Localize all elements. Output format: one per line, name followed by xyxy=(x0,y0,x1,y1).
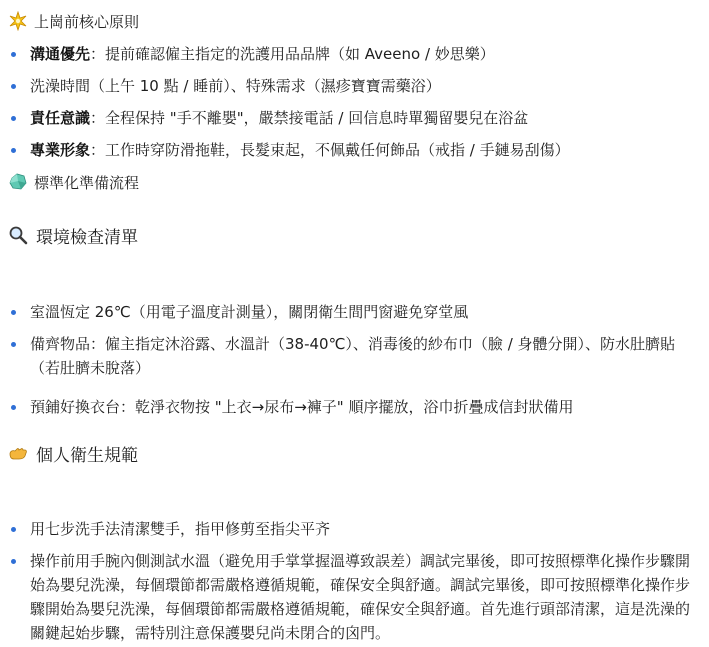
list-item xyxy=(0,395,700,427)
list-item xyxy=(0,74,700,106)
bullet-dot xyxy=(11,116,16,121)
core-section-title: 上崗前核心原則 xyxy=(34,13,140,31)
core-principles-list xyxy=(0,42,700,170)
core-section-heading xyxy=(8,10,139,34)
list-item xyxy=(0,549,700,645)
item-text: 用七步洗手法清潔雙手，指甲修剪至指尖平齐 xyxy=(30,520,331,538)
bullet-dot xyxy=(11,148,16,153)
item-text: 工作時穿防滑拖鞋，長髮束起，不佩戴任何飾品（戒指 / 手鏈易刮傷） xyxy=(105,141,570,159)
list-item xyxy=(0,300,700,332)
item-label: 專業形象 xyxy=(30,141,91,159)
bullet-dot xyxy=(11,84,16,89)
crystal-gem-icon xyxy=(8,172,28,192)
item-text: 提前確認僱主指定的洗護用品品牌（如 Aveeno / 妙思樂） xyxy=(105,45,495,63)
item-text: 預鋪好換衣台：乾淨衣物按 "上衣→尿布→褲子" 順序擺放，浴巾折疊成信封狀備用 xyxy=(30,398,574,416)
bullet-dot xyxy=(11,310,16,315)
hygiene-list xyxy=(0,517,700,645)
sparkle-star-icon xyxy=(8,11,28,31)
item-label: 溝通優先 xyxy=(30,45,91,63)
env-section-title: 環境檢查清單 xyxy=(36,228,138,248)
list-item xyxy=(0,332,700,388)
env-checklist xyxy=(0,300,700,427)
item-text: 室溫恆定 26℃（用電子溫度計測量），關閉衛生間門窗避免穿堂風 xyxy=(30,303,469,321)
item-text: 洗澡時間（上午 10 點 / 睡前）、特殊需求（濕疹寶寶需藥浴） xyxy=(30,77,441,95)
hygiene-section-heading xyxy=(8,443,138,469)
list-item xyxy=(0,517,700,549)
list-item xyxy=(0,106,700,138)
flow-title: 標準化準備流程 xyxy=(34,174,140,192)
list-item xyxy=(0,42,700,74)
item-text: 全程保持 "手不離嬰"，嚴禁接電話 / 回信息時單獨留嬰兒在浴盆 xyxy=(105,109,529,127)
bullet-dot xyxy=(11,559,16,564)
item-label: 責任意識 xyxy=(30,109,91,127)
item-text: 操作前用手腕內側測試水溫（避免用手掌掌握溫導致誤差）調試完畢後，即可按照標準化操作步驟開始為嬰兒洗澡，每個環節都需嚴格遵循規範，確保安全與舒適。調試完畢後，即可按照標準化操作步驟開始為嬰兒洗澡，每個環節都需嚴格遵循規範，確保安全與舒適。首先進行頭部清潔，這是洗澡的關鍵起始步驟，需特別注意保護嬰兒尚未閉合的囟門。 xyxy=(30,552,691,642)
bullet-dot xyxy=(11,52,16,57)
bullet-dot xyxy=(11,527,16,532)
item-text: 備齊物品：僱主指定沐浴露、水溫計（38-40℃）、消毒後的紗布巾（臉 / 身體分開）、防水肚臍貼（若肚臍未脫落） xyxy=(30,335,676,377)
magnifier-icon xyxy=(8,225,30,247)
bullet-dot xyxy=(11,342,16,347)
item-separator: ： xyxy=(90,109,106,127)
flow-heading xyxy=(8,171,139,195)
item-separator: ： xyxy=(90,141,106,159)
env-section-heading xyxy=(8,225,138,251)
bullet-dot xyxy=(11,405,16,410)
hand-icon xyxy=(8,443,30,465)
item-separator: ： xyxy=(90,45,106,63)
list-item xyxy=(0,138,700,170)
hygiene-section-title: 個人衛生規範 xyxy=(36,446,138,466)
